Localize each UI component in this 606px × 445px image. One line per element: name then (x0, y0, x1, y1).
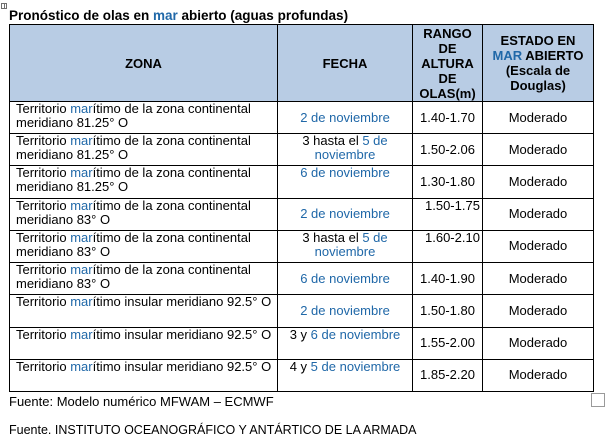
zone-cell (10, 166, 278, 198)
zone-text: ítimo de la zona continental meridiano 83° O (16, 262, 251, 292)
range-cell: 1.50-2.06 (413, 134, 483, 166)
date-highlight: 6 de noviembre (310, 327, 401, 342)
range-cell: 1.50-1.80 (413, 295, 483, 327)
zone-highlight: mar (70, 101, 93, 116)
header-rango-line: ALTURA (421, 55, 474, 71)
table-row (10, 102, 594, 134)
zone-text: Territorio (16, 327, 71, 342)
date-cell (278, 198, 413, 230)
zone-text: Territorio (16, 294, 71, 310)
zone-text: Territorio (16, 165, 71, 181)
zone-text: ítimo insular meridiano 92.5° O (92, 327, 272, 342)
zone-text: Territorio (16, 359, 71, 374)
date-text: 3 y (289, 327, 311, 342)
date-cell (278, 134, 413, 166)
date-cell (278, 166, 413, 198)
table-header-row (10, 25, 594, 102)
table-row (10, 230, 594, 262)
table-row (10, 134, 594, 166)
date-cell (278, 295, 413, 327)
header-estado (483, 25, 594, 102)
header-estado-line: Douglas) (510, 78, 566, 93)
zone-highlight: mar (70, 359, 93, 374)
header-estado-after: ABIERTO (522, 48, 584, 63)
table-move-handle[interactable] (1, 3, 7, 9)
zone-text: Territorio (16, 262, 71, 278)
date-highlight: 5 de noviembre (314, 230, 388, 259)
zone-highlight: mar (70, 327, 93, 342)
range-cell: 1.30-1.80 (413, 166, 483, 198)
range-cell: 1.55-2.00 (413, 327, 483, 359)
zone-cell (10, 102, 278, 134)
header-rango (413, 25, 483, 102)
zone-highlight: mar (70, 165, 93, 181)
table-row (10, 263, 594, 295)
wave-forecast-table (9, 24, 594, 392)
document-title (9, 8, 348, 24)
zone-highlight: mar (70, 133, 93, 149)
date-text: 3 hasta el (302, 230, 363, 245)
table-row (10, 166, 594, 198)
header-zona: ZONA (10, 25, 278, 102)
zone-text: ítimo insular meridiano 92.5° O (92, 359, 272, 374)
date-cell (278, 263, 413, 295)
title-text-highlight: mar (153, 8, 178, 23)
header-rango-line: DE (438, 70, 457, 86)
zone-text: ítimo de la zona continental meridiano 81.25° O (16, 133, 251, 163)
zone-text: ítimo insular meridiano 92.5° O (92, 294, 272, 310)
zone-highlight: mar (70, 262, 93, 278)
zone-text: Territorio (16, 230, 71, 245)
zone-cell (10, 295, 278, 327)
zone-text: Territorio (16, 198, 71, 213)
zone-highlight: mar (70, 198, 93, 213)
zone-cell (10, 198, 278, 230)
header-rango-line: DE (438, 40, 457, 56)
state-cell: Moderado (483, 263, 594, 295)
header-estado-highlight: MAR (492, 48, 523, 63)
date-text: 4 y (289, 359, 311, 374)
source-institute-note: Fuente. INSTITUTO OCEANOGRÁFICO Y ANTÁRTICO DE LA ARMADA (9, 423, 417, 437)
zone-text: ítimo de la zona continental meridiano 83° O (16, 230, 251, 259)
state-cell: Moderado (483, 134, 594, 166)
zone-text: Territorio (16, 133, 71, 149)
date-highlight: 2 de noviembre (300, 302, 390, 318)
zone-cell (10, 263, 278, 295)
date-highlight: 5 de noviembre (314, 133, 388, 163)
table-row (10, 295, 594, 327)
zone-cell (10, 134, 278, 166)
source-model-note: Fuente: Modelo numérico MFWAM – ECMWF (9, 394, 274, 409)
title-text-after: abierto (aguas profundas) (177, 8, 349, 23)
zone-highlight: mar (70, 294, 93, 310)
date-highlight: 2 de noviembre (300, 109, 390, 125)
zone-text: Territorio (16, 101, 71, 116)
range-cell: 1.40-1.90 (413, 263, 483, 295)
date-text: 3 hasta el (302, 133, 363, 149)
range-cell: 1.85-2.20 (413, 359, 483, 391)
table-row (10, 198, 594, 230)
state-cell: Moderado (483, 230, 594, 262)
date-cell (278, 230, 413, 262)
zone-highlight: mar (70, 230, 93, 245)
header-rango-line: RANGO (423, 25, 472, 41)
state-cell: Moderado (483, 359, 594, 391)
state-cell: Moderado (483, 327, 594, 359)
zone-cell (10, 327, 278, 359)
range-cell: 1.50-1.75 (413, 198, 483, 230)
header-estado-line: (Escala de (505, 63, 571, 78)
date-highlight: 6 de noviembre (300, 270, 390, 286)
header-fecha: FECHA (278, 25, 413, 102)
state-cell: Moderado (483, 295, 594, 327)
zone-cell (10, 230, 278, 262)
zone-text: ítimo de la zona continental meridiano 83° O (16, 198, 251, 227)
date-highlight: 6 de noviembre (300, 165, 390, 181)
title-text-before: Pronóstico de olas en (9, 8, 154, 23)
state-cell: Moderado (483, 102, 594, 134)
state-cell: Moderado (483, 166, 594, 198)
date-cell (278, 102, 413, 134)
zone-text: ítimo de la zona continental meridiano 81.25° O (16, 101, 251, 130)
date-highlight: 5 de noviembre (310, 359, 401, 374)
table-resize-handle[interactable] (591, 393, 605, 407)
range-cell: 1.60-2.10 (413, 230, 483, 262)
header-rango-line: OLAS(m) (419, 85, 476, 101)
zone-text: ítimo de la zona continental meridiano 81.25° O (16, 165, 251, 195)
zone-cell (10, 359, 278, 391)
table-row (10, 327, 594, 359)
range-cell: 1.40-1.70 (413, 102, 483, 134)
header-estado-line: ESTADO EN (500, 33, 576, 48)
date-cell (278, 359, 413, 391)
state-cell: Moderado (483, 198, 594, 230)
date-cell (278, 327, 413, 359)
date-highlight: 2 de noviembre (300, 206, 390, 222)
table-row (10, 359, 594, 391)
